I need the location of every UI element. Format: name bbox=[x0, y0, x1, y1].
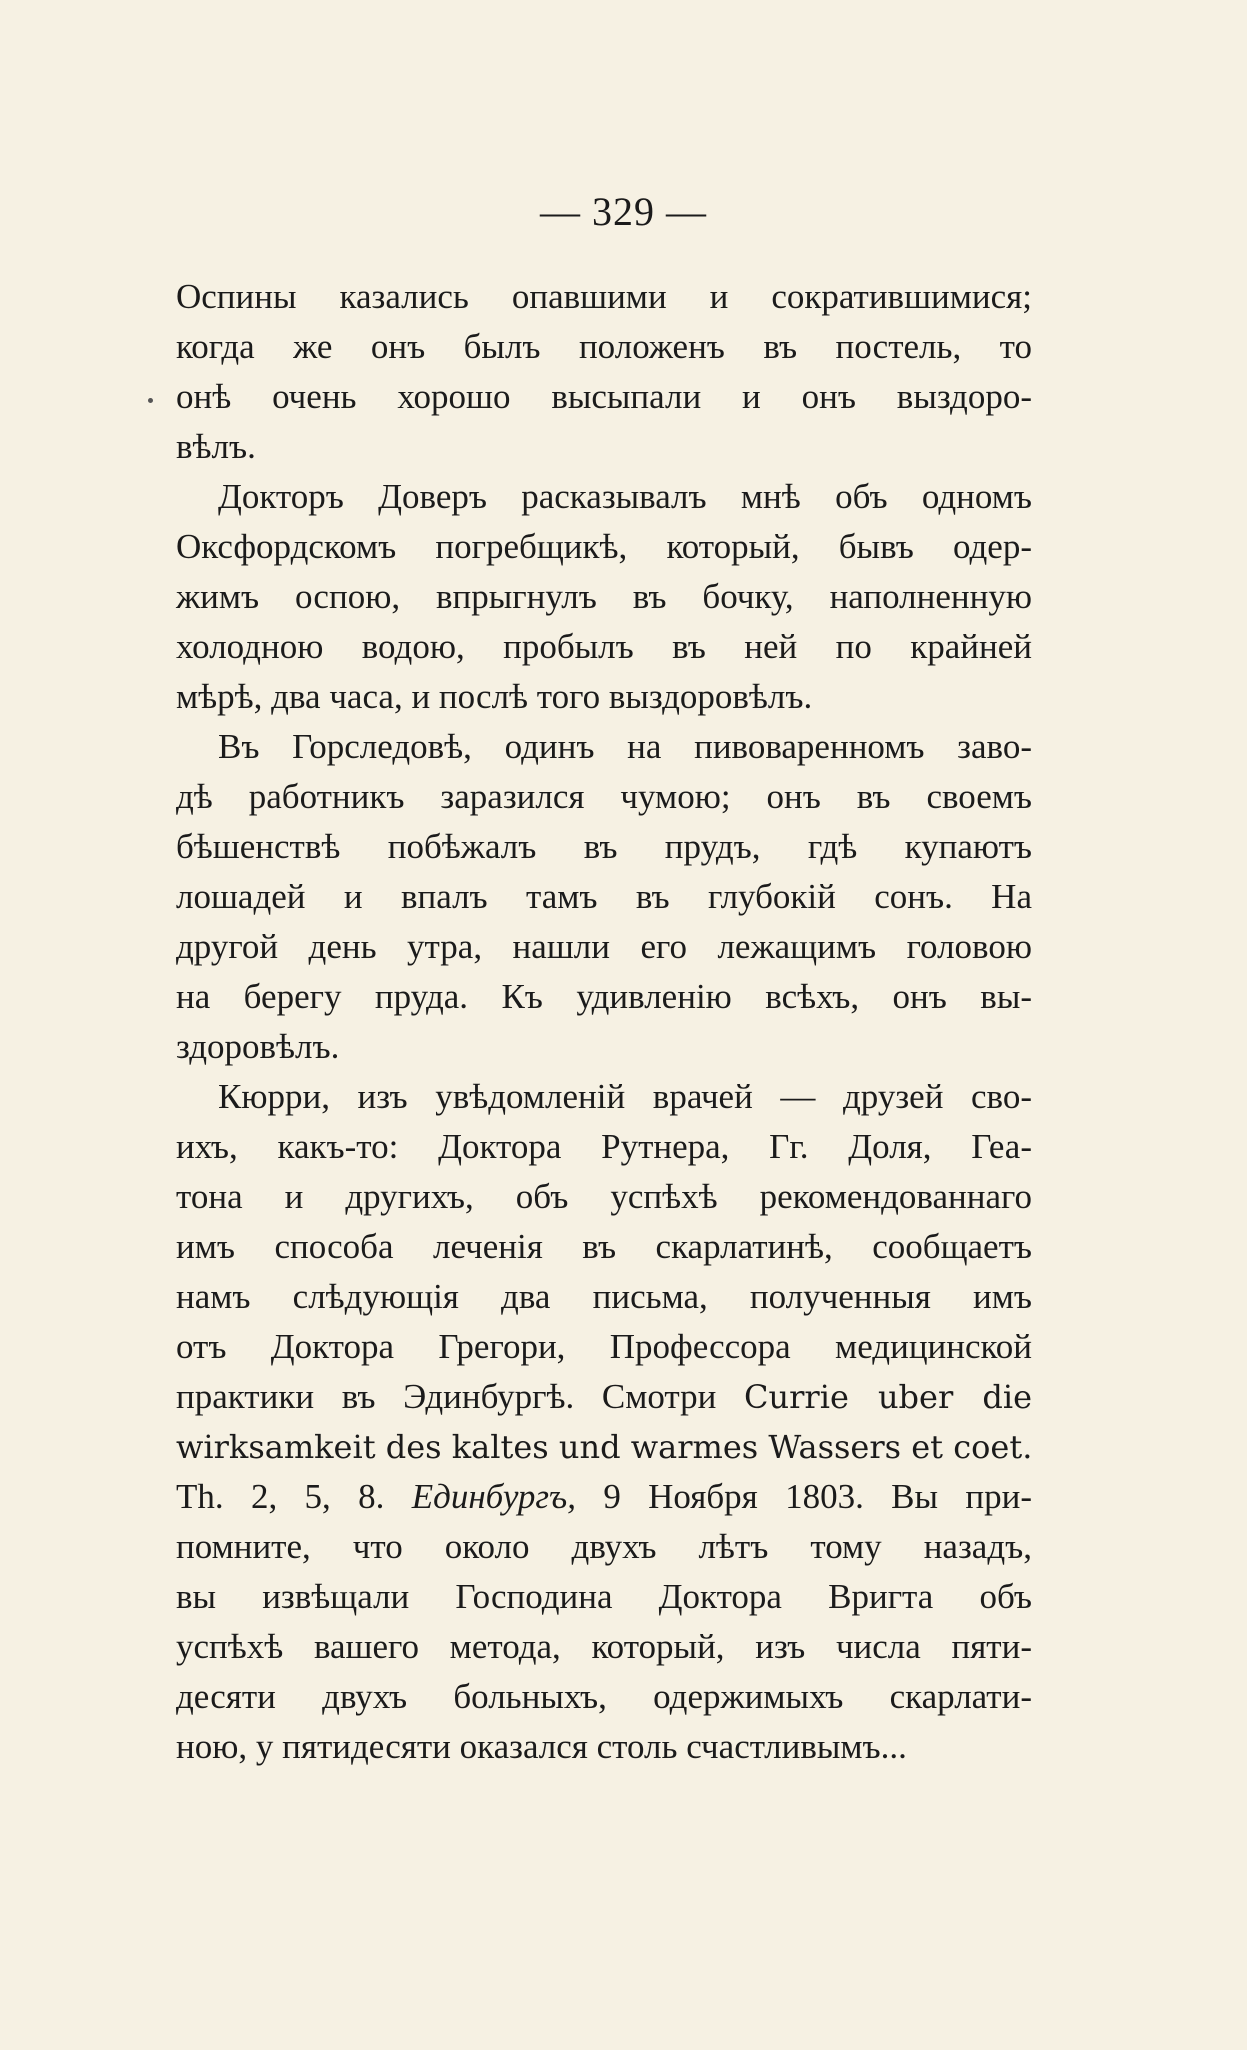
text-line: когда же онъ былъ положенъ въ постель, то bbox=[176, 327, 1032, 366]
text-line: успѣхѣ вашего метода, который, изъ числа пяти- bbox=[176, 1627, 1032, 1666]
page-number: — 329 — bbox=[540, 189, 707, 234]
text-line: онѣ очень хорошо высыпали и онъ выздоро- bbox=[176, 377, 1032, 416]
body-text bbox=[176, 272, 1032, 1772]
text-line: намъ слѣдующія два письма, полученныя имъ bbox=[176, 1277, 1032, 1316]
text-line: Оксфордскомъ погребщикѣ, который, бывъ одер- bbox=[176, 527, 1032, 566]
text-line: ною, у пятидесяти оказался столь счастливымъ... bbox=[176, 1727, 907, 1766]
text-line: Въ Горследовѣ, одинъ на пивоваренномъ заво- bbox=[218, 727, 1032, 766]
reference-volume: Th. 2, 5, 8. bbox=[176, 1477, 385, 1516]
text-line: тона и другихъ, объ успѣхѣ рекомендованнаго bbox=[176, 1177, 1032, 1216]
text-line: другой день утра, нашли его лежащимъ головою bbox=[176, 927, 1032, 966]
text-line: Кюрри, изъ увѣдомленій врачей — друзей сво- bbox=[218, 1077, 1032, 1116]
text-line: Оспины казались опавшими и сократившимися; bbox=[176, 277, 1032, 316]
text-line: помните, что около двухъ лѣтъ тому назадъ, bbox=[176, 1527, 1032, 1566]
text-line: жимъ оспою, впрыгнулъ въ бочку, наполненную bbox=[176, 577, 1032, 616]
text-line: вы извѣщали Господина Доктора Вригта объ bbox=[176, 1577, 1032, 1616]
letter-date: 9 Ноября 1803. Вы при- bbox=[603, 1477, 1033, 1516]
text-line-with-reference bbox=[176, 1372, 1032, 1422]
letter-place: Единбургъ, bbox=[411, 1477, 576, 1516]
text-fragment: практики въ Эдинбургѣ. Смотри bbox=[176, 1377, 717, 1416]
latin-reference-line: wirksamkeit des kaltes und warmes Wassers et coet. bbox=[176, 1428, 1033, 1466]
text-line: холодною водою, пробылъ въ ней по крайней bbox=[176, 627, 1032, 666]
text-line: Докторъ Доверъ расказывалъ мнѣ объ одномъ bbox=[218, 477, 1032, 516]
text-line: десяти двухъ больныхъ, одержимыхъ скарлати- bbox=[176, 1677, 1032, 1716]
text-line-with-date bbox=[176, 1472, 1032, 1522]
text-line: на берегу пруда. Къ удивленію всѣхъ, онъ вы- bbox=[176, 977, 1032, 1016]
text-line: имъ способа леченія въ скарлатинѣ, сообщаетъ bbox=[176, 1227, 1032, 1266]
text-line: лошадей и впалъ тамъ въ глубокій сонъ. На bbox=[176, 877, 1032, 916]
latin-reference: Currie uber die bbox=[744, 1378, 1033, 1416]
text-line: дѣ работникъ заразился чумою; онъ въ своемъ bbox=[176, 777, 1032, 816]
text-line: вѣлъ. bbox=[176, 427, 256, 466]
text-line: бѣшенствѣ побѣжалъ въ прудъ, гдѣ купаютъ bbox=[176, 827, 1032, 866]
text-line: ихъ, какъ-то: Доктора Рутнера, Гг. Доля, Геа- bbox=[176, 1127, 1032, 1166]
text-line: отъ Доктора Грегори, Профессора медицинской bbox=[176, 1327, 1032, 1366]
ink-speck bbox=[148, 398, 153, 403]
text-line: мѣрѣ, два часа, и послѣ того выздоровѣлъ. bbox=[176, 677, 813, 716]
text-line: здоровѣлъ. bbox=[176, 1027, 340, 1066]
